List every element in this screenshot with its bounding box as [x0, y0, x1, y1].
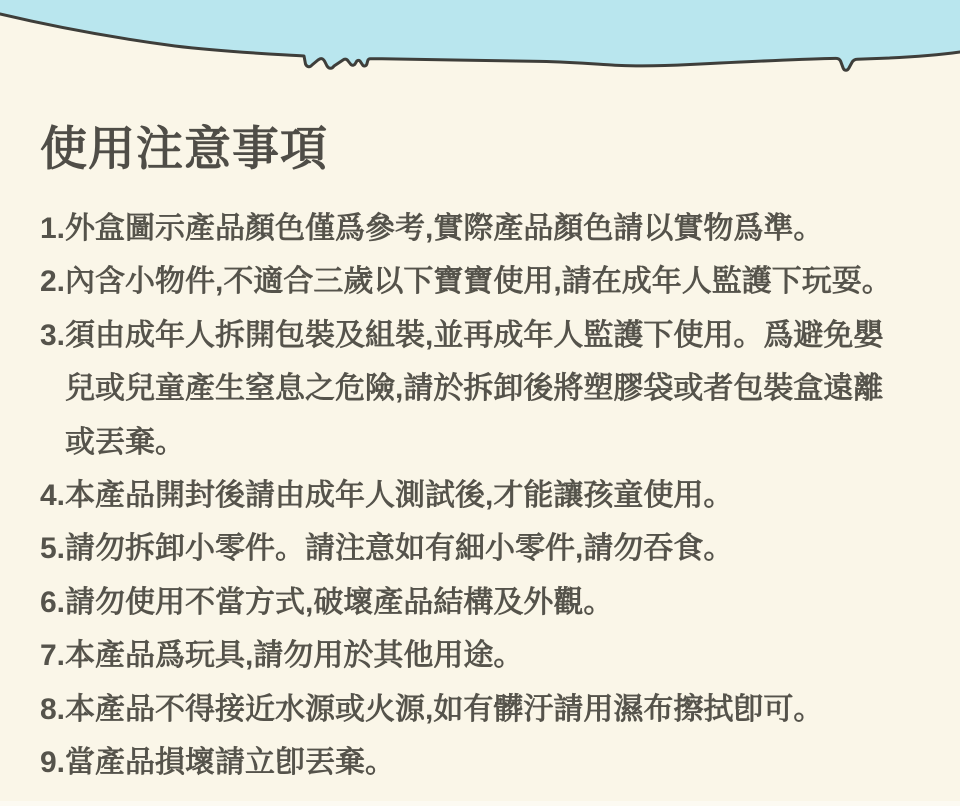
item-number: 9.: [40, 746, 66, 780]
item-text: 請勿使用不當方式,破壞產品結構及外觀。: [65, 585, 614, 619]
item-number: 7.: [40, 639, 66, 673]
list-item: [40, 736, 938, 789]
list-item: [40, 576, 938, 629]
item-text: 本產品爲玩具,請勿用於其他用途。: [65, 639, 524, 673]
item-number: 2.: [40, 265, 66, 299]
item-text: 本產品不得接近水源或火源,如有髒汙請用濕布擦拭卽可。: [65, 692, 824, 726]
item-text: 外盒圖示產品顏色僅爲參考,實際產品顏色請以實物爲準。: [65, 212, 824, 245]
item-number: 4.: [40, 479, 66, 513]
item-number: 6.: [40, 585, 66, 619]
item-text: 本產品開封後請由成年人測試後,才能讓孩童使用。: [65, 479, 734, 513]
list-item: [40, 629, 938, 682]
page-title: 使用注意事項: [40, 122, 328, 175]
item-number: 8.: [40, 692, 66, 726]
item-text: 須由成年人拆開包裝及組裝,並再成年人監護下使用。爲避免嬰: [65, 318, 884, 352]
item-number: 1.: [40, 212, 66, 245]
notice-list: [40, 202, 938, 789]
list-item: [40, 522, 938, 575]
list-item: [40, 683, 938, 736]
list-item: [40, 255, 938, 308]
list-item: [40, 309, 938, 469]
list-item: [40, 469, 938, 522]
item-text: 兒或兒童產生窒息之危險,請於拆卸後將塑膠袋或者包裝盒遠離: [65, 372, 884, 406]
item-number: 3.: [40, 318, 66, 352]
item-text: 或丟棄。: [65, 425, 186, 459]
bottom-edge-highlight: [0, 801, 960, 806]
item-text: 請勿拆卸小零件。請注意如有細小零件,請勿吞食。: [65, 532, 734, 566]
list-item: [40, 202, 938, 255]
item-number: 5.: [40, 532, 66, 566]
item-text: 當產品損壞請立卽丟棄。: [65, 746, 396, 780]
item-text: 內含小物件,不適合三歲以下寶寶使用,請在成年人監護下玩耍。: [65, 265, 892, 299]
